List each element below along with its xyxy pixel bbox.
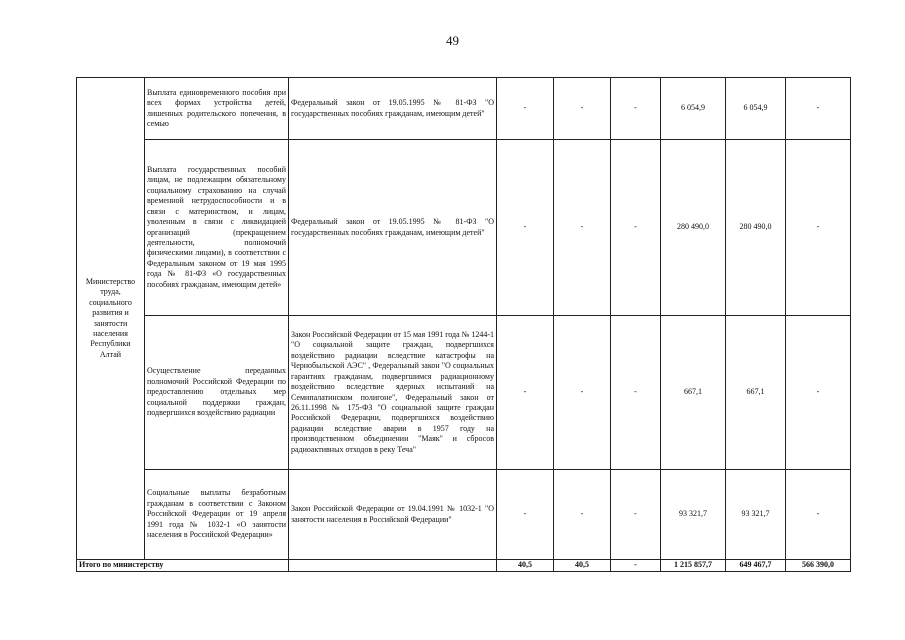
value-cell: 280 490,0 bbox=[661, 140, 726, 316]
total-label: Итого по министерству bbox=[77, 560, 289, 572]
total-value-cell: - bbox=[611, 560, 661, 572]
table-row bbox=[77, 78, 851, 140]
law-cell: Федеральный закон от 19.05.1995 № 81-ФЗ "О государственных пособиях гражданам, имеющим детей" bbox=[289, 140, 497, 316]
value-cell: - bbox=[786, 316, 851, 470]
total-row bbox=[77, 560, 851, 572]
total-empty-cell bbox=[289, 560, 497, 572]
table-row bbox=[77, 140, 851, 316]
value-cell: - bbox=[497, 78, 554, 140]
total-value-cell: 40,5 bbox=[554, 560, 611, 572]
value-cell: - bbox=[497, 470, 554, 560]
value-cell: - bbox=[786, 78, 851, 140]
description-cell: Осуществление переданных полномочий Российской Федерации по предоставлению отдельных мер социальной поддержки граждан, подвергшихся воздействию радиации bbox=[145, 316, 289, 470]
table-row bbox=[77, 316, 851, 470]
law-cell: Федеральный закон от 19.05.1995 № 81-ФЗ "О государственных пособиях гражданам, имеющим детей" bbox=[289, 78, 497, 140]
value-cell: 93 321,7 bbox=[726, 470, 786, 560]
budget-table bbox=[76, 77, 851, 572]
law-cell: Закон Российской Федерации от 19.04.1991 № 1032-1 "О занятости населения в Российской Федерации" bbox=[289, 470, 497, 560]
description-cell: Выплата единовременного пособия при всех формах устройства детей, лишенных родительского попечения, в семью bbox=[145, 78, 289, 140]
value-cell: 6 054,9 bbox=[726, 78, 786, 140]
value-cell: 667,1 bbox=[726, 316, 786, 470]
value-cell: - bbox=[497, 316, 554, 470]
value-cell: 93 321,7 bbox=[661, 470, 726, 560]
value-cell: - bbox=[554, 316, 611, 470]
ministry-cell: Министерство труда, социального развития и занятости населения Республики Алтай bbox=[77, 78, 145, 560]
value-cell: - bbox=[611, 316, 661, 470]
value-cell: 667,1 bbox=[661, 316, 726, 470]
value-cell: - bbox=[611, 78, 661, 140]
value-cell: - bbox=[554, 470, 611, 560]
value-cell: - bbox=[786, 140, 851, 316]
table-row bbox=[77, 470, 851, 560]
value-cell: - bbox=[786, 470, 851, 560]
value-cell: - bbox=[554, 78, 611, 140]
value-cell: - bbox=[611, 140, 661, 316]
total-value-cell: 40,5 bbox=[497, 560, 554, 572]
total-value-cell: 1 215 857,7 bbox=[661, 560, 726, 572]
value-cell: - bbox=[611, 470, 661, 560]
value-cell: - bbox=[554, 140, 611, 316]
description-cell: Социальные выплаты безработным гражданам в соответствии с Законом Российской Федерации от 19 апреля 1991 года № 1032-1 «О занятости населения в Российской Федерации» bbox=[145, 470, 289, 560]
description-cell: Выплата государственных пособий лицам, не подлежащим обязательному социальному страхованию на случай временной нетрудоспособности и в связи с материнством, и лицам, уволенным в связи с ликвидацией организаций (прекращением деятельности, полномочий физическими лицами), в соответствии с Федеральным законом от 19 мая 1995 года № 81-ФЗ «О государственных пособиях гражданам, имеющим детей» bbox=[145, 140, 289, 316]
total-value-cell: 566 390,0 bbox=[786, 560, 851, 572]
total-value-cell: 649 467,7 bbox=[726, 560, 786, 572]
value-cell: - bbox=[497, 140, 554, 316]
page-number: 49 bbox=[446, 33, 459, 48]
law-cell: Закон Российской Федерации от 15 мая 1991 года № 1244-1 "О социальной защите граждан, подвергшихся воздействию радиации вследствие катастрофы на Чернобыльской АЭС" , Федеральный закон "О социальных гарантиях гражданам, подвергшимся радиационному воздействию вследствие ядерных испытаний на Семипалатинском полигоне", Федеральный закон от 26.11.1998 № 175-ФЗ "О социальной защите граждан Российской Федерации, подвергшихся воздействию радиации вследствие аварии в 1957 году на производственном объединении "Маяк" и сбросов радиоактивных отходов в реку Теча" bbox=[289, 316, 497, 470]
value-cell: 280 490,0 bbox=[726, 140, 786, 316]
value-cell: 6 054,9 bbox=[661, 78, 726, 140]
